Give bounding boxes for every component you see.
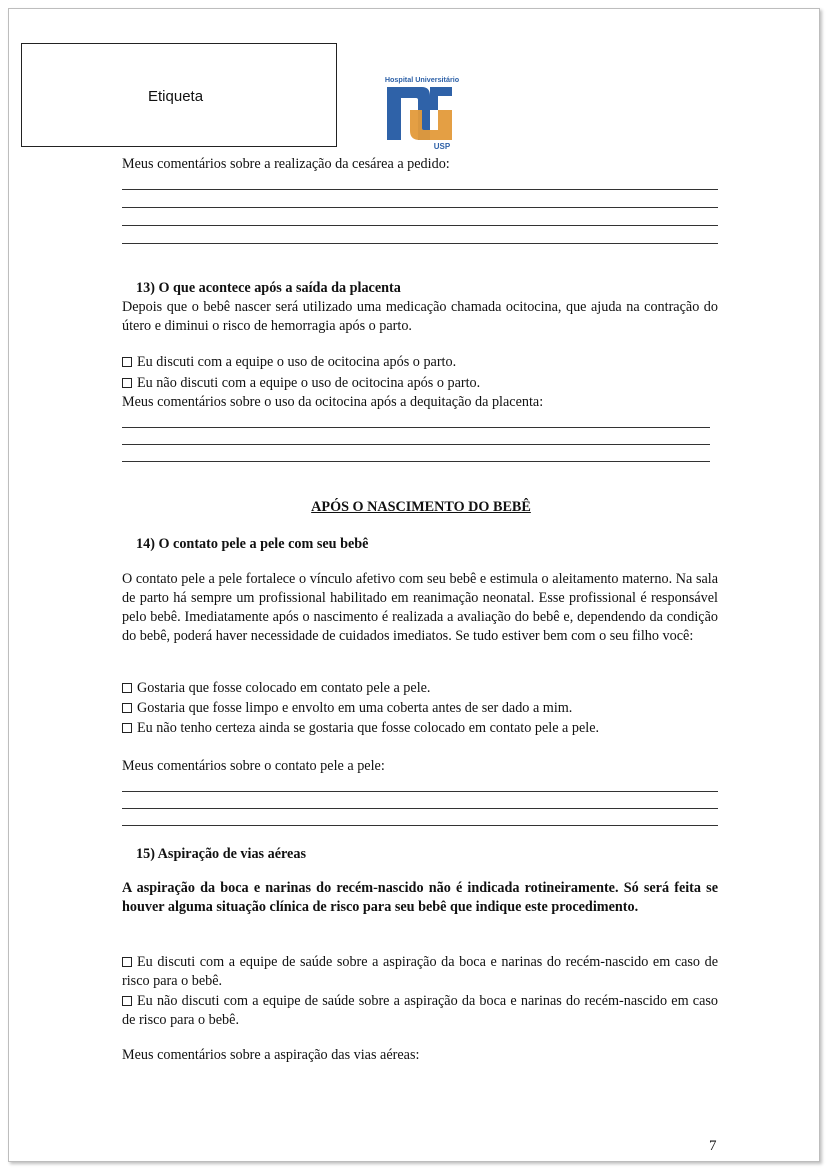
logo-u-shape <box>410 110 452 140</box>
cesarean-comment-line-2[interactable] <box>122 207 718 208</box>
skin-option-clean-first[interactable]: Gostaria que fosse limpo e envolto em uma coberta antes de ser dado a mim. <box>122 699 572 718</box>
logo-h-top <box>430 87 452 110</box>
oxytocin-comment-line-1[interactable] <box>122 427 710 428</box>
checkbox-icon[interactable] <box>122 703 132 713</box>
checkbox-icon[interactable] <box>122 996 132 1006</box>
section-15-title: 15) Aspiração de vias aéreas <box>136 846 306 862</box>
page-number: 7 <box>709 1138 717 1154</box>
aspiration-option-discussed[interactable]: Eu discuti com a equipe de saúde sobre a aspiração da boca e narinas do recém-nascido em caso de risco para o bebê. <box>122 954 718 989</box>
checkbox-icon[interactable] <box>122 378 132 388</box>
oxytocin-comment-line-3[interactable] <box>122 461 710 462</box>
cesarean-comment-line-1[interactable] <box>122 189 718 190</box>
logo-top-text: Hospital Universitário <box>384 75 460 84</box>
section-13-body: Depois que o bebê nascer será utilizado uma medicação chamada ocitocina, que ajuda na contração do útero e diminui o risco de hemorragia após o parto. <box>122 299 718 334</box>
section-15-body: A aspiração da boca e narinas do recém-nascido não é indicada rotineiramente. Só será feita se houver alguma situação clínica de risco para seu bebê que indique este procedimento. <box>122 880 718 915</box>
section-14-body: O contato pele a pele fortalece o vínculo afetivo com seu bebê e estimula o aleitamento materno. Na sala de parto há sempre um profissional habilitado em reanimação neonatal. Esse profissional é responsável pelo bebê. Imediatamente após o nascimento é realizada a avaliação do bebê e, dependendo da condição do bebê, poderá haver necessidade de cuidados imediatos. Se tudo estiver bem com o seu filho você: <box>122 571 718 644</box>
cesarean-comments-label: Meus comentários sobre a realização da cesárea a pedido: <box>122 156 450 172</box>
cesarean-comment-line-4[interactable] <box>122 243 718 244</box>
skin-comment-line-3[interactable] <box>122 825 718 826</box>
section-13-title: 13) O que acontece após a saída da placenta <box>136 280 401 296</box>
oxytocin-option-not-discussed[interactable]: Eu não discuti com a equipe o uso de ocitocina após o parto. <box>122 374 480 393</box>
checkbox-icon[interactable] <box>122 357 132 367</box>
aspiration-comments-label: Meus comentários sobre a aspiração das vias aéreas: <box>122 1047 420 1063</box>
oxytocin-option-discussed[interactable]: Eu discuti com a equipe o uso de ocitocina após o parto. <box>122 353 456 372</box>
hospital-logo <box>384 74 460 150</box>
section-14-title: 14) O contato pele a pele com seu bebê <box>136 536 369 552</box>
skin-comments-label: Meus comentários sobre o contato pele a pele: <box>122 758 385 774</box>
label-box-text: Etiqueta <box>148 88 204 105</box>
logo-bottom-text: USP <box>433 142 451 150</box>
cesarean-comment-line-3[interactable] <box>122 225 718 226</box>
aspiration-option-not-discussed[interactable]: Eu não discuti com a equipe de saúde sobre a aspiração da boca e narinas do recém-nascido em caso de risco para o bebê. <box>122 993 718 1028</box>
checkbox-icon[interactable] <box>122 723 132 733</box>
skin-option-unsure[interactable]: Eu não tenho certeza ainda se gostaria que fosse colocado em contato pele a pele. <box>122 719 599 738</box>
checkbox-icon[interactable] <box>122 683 132 693</box>
skin-option-contact[interactable]: Gostaria que fosse colocado em contato pele a pele. <box>122 679 430 698</box>
skin-comment-line-2[interactable] <box>122 808 718 809</box>
oxytocin-comment-line-2[interactable] <box>122 444 710 445</box>
skin-comment-line-1[interactable] <box>122 791 718 792</box>
oxytocin-comments-label: Meus comentários sobre o uso da ocitocina após a dequitação da placenta: <box>122 394 544 410</box>
checkbox-icon[interactable] <box>122 957 132 967</box>
after-birth-heading: APÓS O NASCIMENTO DO BEBÊ <box>311 499 531 515</box>
